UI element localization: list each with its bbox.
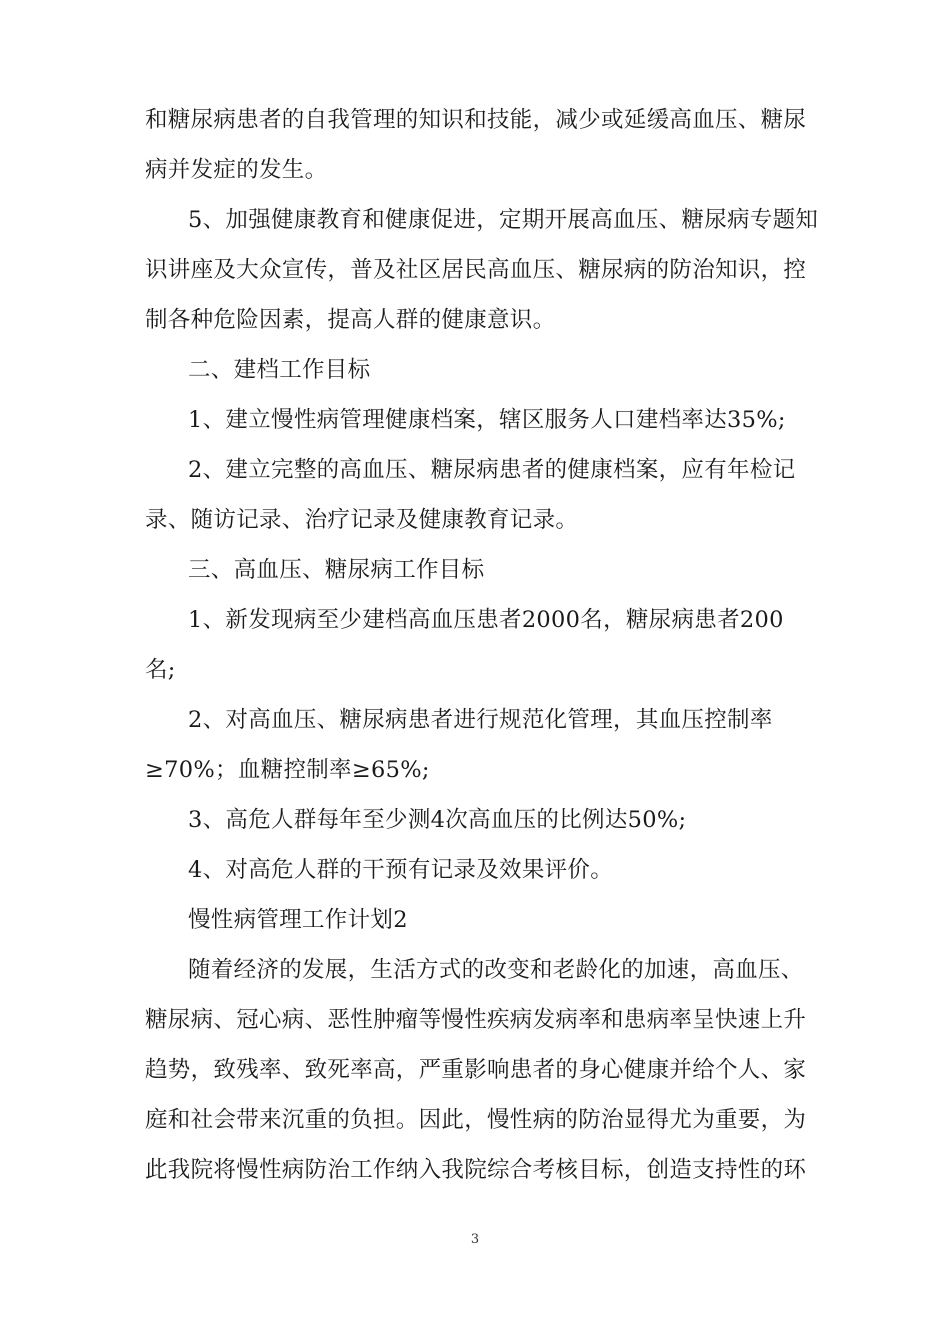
text-line: 识讲座及大众宣传，普及社区居民高血压、糖尿病的防治知识，控 <box>145 257 807 283</box>
text-line: 2、对高血压、糖尿病患者进行规范化管理，其血压控制率 <box>188 707 773 733</box>
page-number: 3 <box>470 1232 480 1247</box>
text-line: 病并发症的发生。 <box>145 157 328 183</box>
text-line: 糖尿病、冠心病、恶性肿瘤等慢性疾病发病率和患病率呈快速上升 <box>145 1007 807 1033</box>
text-line: 录、随访记录、治疗记录及健康教育记录。 <box>145 507 579 533</box>
text-line: 4、对高危人群的干预有记录及效果评价。 <box>188 857 614 883</box>
document-title: 慢性病管理工作计划2 <box>188 907 408 933</box>
section-heading: 二、建档工作目标 <box>188 357 371 383</box>
text-line: 和糖尿病患者的自我管理的知识和技能，减少或延缓高血压、糖尿 <box>145 107 807 133</box>
text-line: 名; <box>145 657 176 683</box>
text-line: 庭和社会带来沉重的负担。因此，慢性病的防治显得尤为重要，为 <box>145 1107 807 1133</box>
text-line: ≥70%；血糖控制率≥65%; <box>145 757 430 783</box>
text-line: 3、高危人群每年至少测4次高血压的比例达50%; <box>188 807 687 833</box>
section-heading: 三、高血压、糖尿病工作目标 <box>188 557 485 583</box>
text-line: 2、建立完整的高血压、糖尿病患者的健康档案，应有年检记 <box>188 457 796 483</box>
text-line: 随着经济的发展，生活方式的改变和老龄化的加速，高血压、 <box>188 957 804 983</box>
text-line: 此我院将慢性病防治工作纳入我院综合考核目标，创造支持性的环 <box>145 1157 807 1183</box>
text-line: 制各种危险因素，提高人群的健康意识。 <box>145 307 556 333</box>
text-line: 趋势，致残率、致死率高，严重影响患者的身心健康并给个人、家 <box>145 1057 807 1083</box>
text-line: 1、建立慢性病管理健康档案，辖区服务人口建档率达35%; <box>188 407 786 433</box>
text-line: 5、加强健康教育和健康促进，定期开展高血压、糖尿病专题知 <box>188 207 819 233</box>
text-line: 1、新发现病至少建档高血压患者2000名，糖尿病患者200 <box>188 607 784 633</box>
